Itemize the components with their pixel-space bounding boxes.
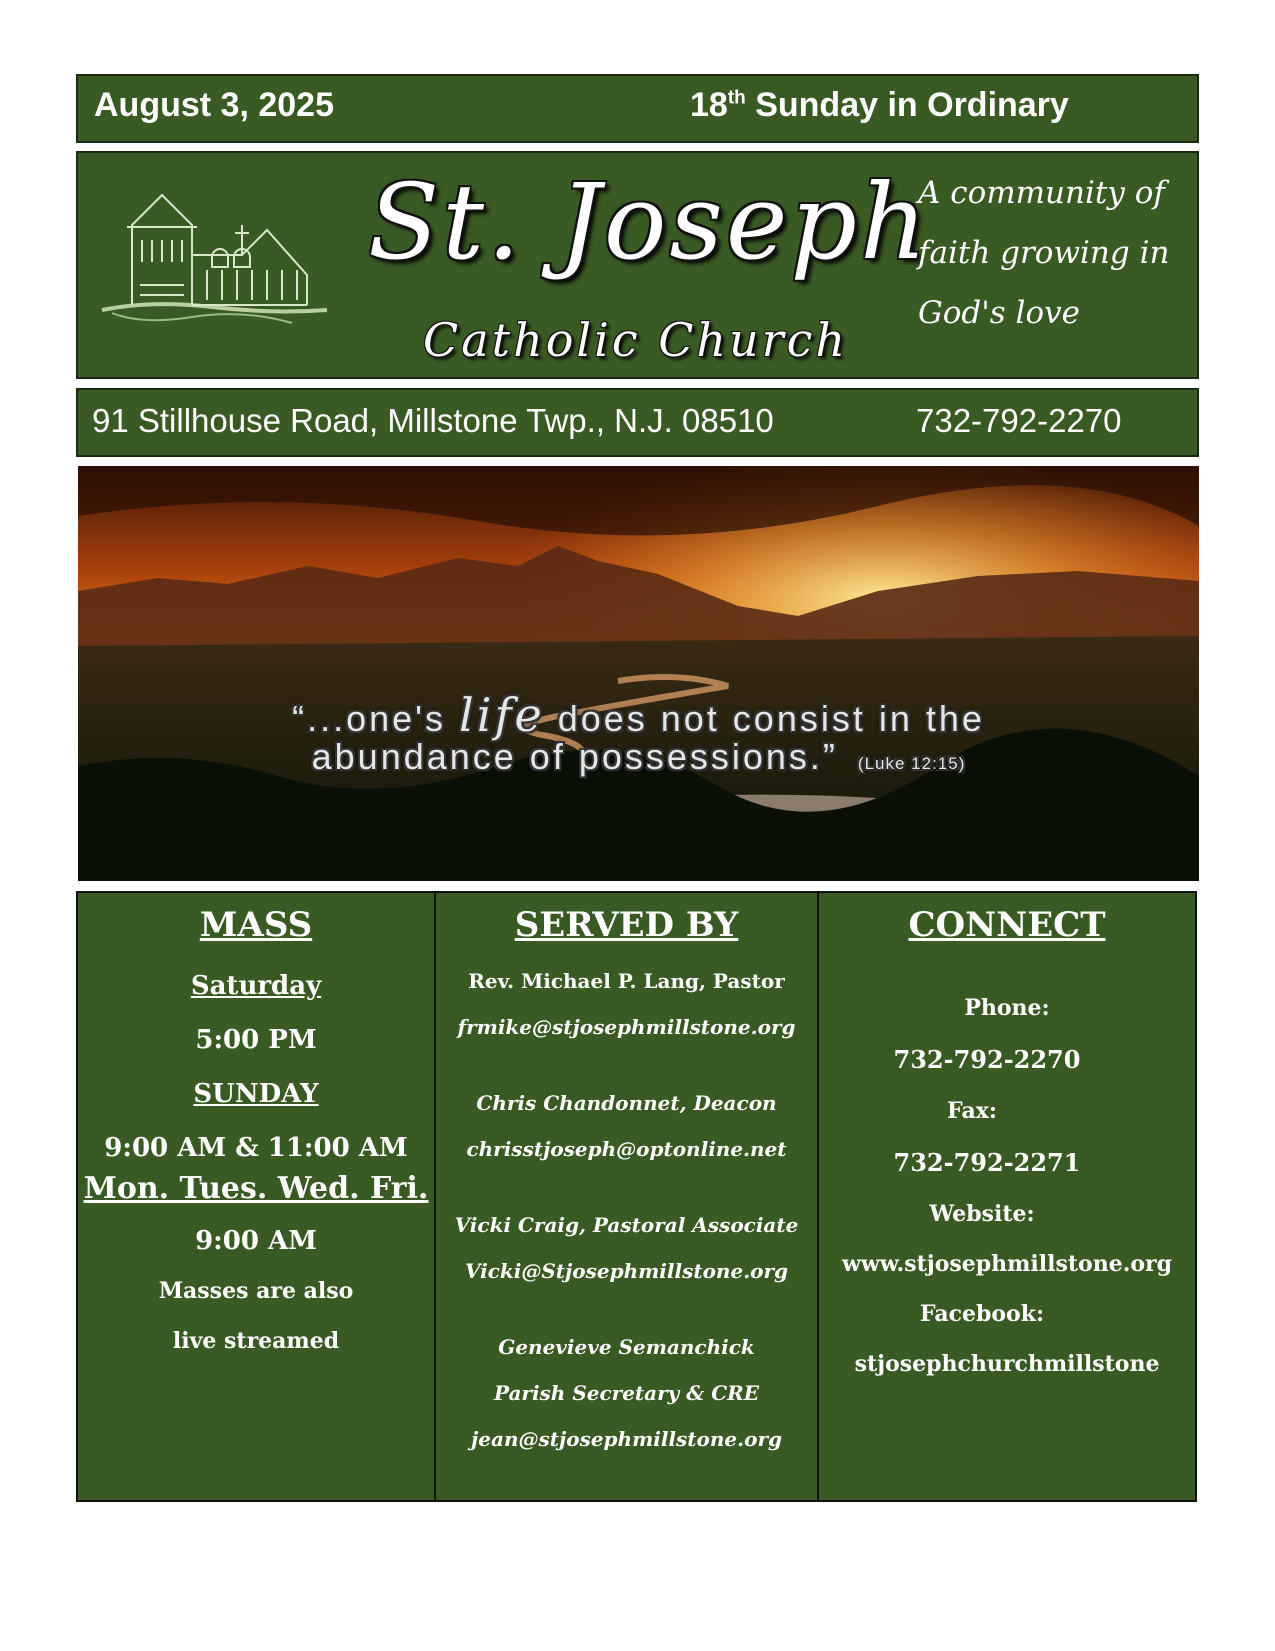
secretary-name: Genevieve Semanchick xyxy=(498,1335,755,1359)
info-table xyxy=(76,891,1197,1502)
mass-heading: MASS xyxy=(199,905,313,945)
associate-email: Vicki@Stjosephmillstone.org xyxy=(464,1259,789,1283)
deacon-email: chrisstjoseph@optonline.net xyxy=(466,1137,787,1161)
liturgical-day: 18th Sunday in Ordinary xyxy=(690,86,1069,124)
sunday-times: 9:00 AM & 11:00 AM xyxy=(104,1133,408,1163)
facebook-link[interactable]: stjosephchurchmillstone xyxy=(854,1351,1160,1377)
church-title: St. Joseph xyxy=(368,161,930,283)
associate-name: Vicki Craig, Pastoral Associate xyxy=(454,1213,799,1237)
deacon-name: Chris Chandonnet, Deacon xyxy=(476,1091,777,1115)
church-subtitle: Catholic Church xyxy=(423,313,849,367)
connect-column xyxy=(819,893,1195,1500)
secretary-email: jean@stjosephmillstone.org xyxy=(471,1427,782,1451)
website-link[interactable]: www.stjosephmillstone.org xyxy=(841,1251,1173,1277)
served-by-column xyxy=(436,893,819,1500)
phone-label: Phone: xyxy=(964,995,1050,1021)
livestream-note-2: live streamed xyxy=(172,1328,340,1354)
tagline: A community of faith growing in God's love xyxy=(918,175,1170,331)
served-by-heading: SERVED BY xyxy=(514,905,739,945)
weekday-label: Mon. Tues. Wed. Fri. xyxy=(83,1171,429,1206)
pastor-email: frmike@stjosephmillstone.org xyxy=(457,1015,796,1039)
livestream-note-1: Masses are also xyxy=(158,1278,354,1304)
mass-column xyxy=(78,893,436,1500)
scripture-quote: “...one's life does not consist in the abundance of possessions.” (Luke 12:15) xyxy=(292,688,985,777)
date-bar xyxy=(76,74,1199,143)
saturday-label: Saturday xyxy=(190,971,322,1001)
bulletin-date: August 3, 2025 xyxy=(94,86,334,124)
church-address: 91 Stillhouse Road, Millstone Twp., N.J. 08510 xyxy=(92,402,774,439)
church-banner xyxy=(76,151,1199,379)
scripture-citation: (Luke 12:15) xyxy=(857,754,966,773)
address-bar xyxy=(76,388,1199,457)
church-building-icon xyxy=(92,185,332,355)
secretary-title: Parish Secretary & CRE xyxy=(493,1381,760,1405)
connect-heading: CONNECT xyxy=(908,905,1106,945)
website-label: Website: xyxy=(929,1201,1035,1227)
connect-phone: 732-792-2270 xyxy=(893,1045,1081,1074)
pastor-name: Rev. Michael P. Lang, Pastor xyxy=(468,969,785,993)
saturday-time: 5:00 PM xyxy=(195,1025,317,1055)
sunday-label: SUNDAY xyxy=(193,1079,319,1109)
weekday-time: 9:00 AM xyxy=(195,1226,317,1256)
church-phone: 732-792-2270 xyxy=(916,402,1122,439)
facebook-label: Facebook: xyxy=(919,1301,1045,1327)
sunset-landscape-image xyxy=(78,466,1199,881)
fax-label: Fax: xyxy=(947,1098,997,1124)
connect-fax: 732-792-2271 xyxy=(893,1148,1081,1177)
landscape-illustration xyxy=(78,466,1199,881)
